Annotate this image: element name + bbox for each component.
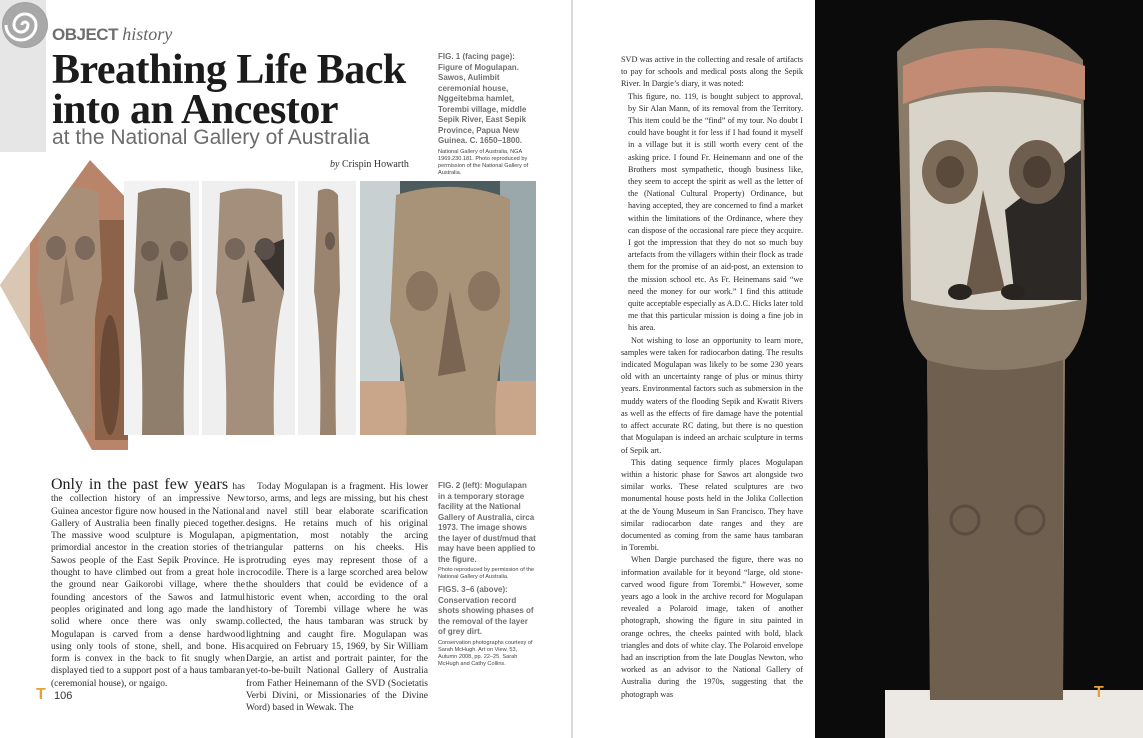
col3-paragraph-3: When Dargie purchased the figure, there was no information available for it beyond “large, old stone-carved wood figure from Torembi.” However, some years ago a look in the archive record for Mogulapan revealed a Polaroid image, taken of another photograph, showing the figure in situ painted in orange ochres, the cheeks painted with bold, black triangles and dots of white clay. The Polaroid envelope had an inscription from the late Douglas Newton, who worked as an advisor to the National Gallery of Australia during the 1970s, suggesting that the photograph was <box>621 555 803 699</box>
title-line-2: into an Ancestor <box>52 87 338 133</box>
col3-paragraph-2: This dating sequence firmly places Mogulapan within a historic phase for Sawos art alongside two similar works. These related sculptures are two monumental house posts held in the Jolika Collection at the de Young Museum in San Francisco. They have similar radiocarbon date ranges and they are documented as coming from the same haus tambaran in Torembi. <box>621 457 803 553</box>
article-title <box>52 47 432 133</box>
col2-text: Today Mogulapan is a fragment. His lower torso, arms, and legs are missing, but his chest and navel still bear elaborate scarification designs. He retains much of his original pigmentation, most notably the arcing triangular patterns on his cheeks. His protruding eyes may represent those of a crocodile. There is a large scorched area below the shoulders that could be evidence of a historic event when, according to the oral history of Torembi village where he was collected, the haus tambaran was struck by lightning and caught fire. Mogulapan was acquired on February 15, 1969, by Sir William Dargie, an artist and portrait painter, for the yet-to-be-built National Gallery of Australia from Father Heinemann of the SVD (Societatis Verbi Divini, or Missionaries of the Divine Word) based in Wewak. The <box>246 482 428 714</box>
article-subtitle: at the National Gallery of Australia <box>52 126 370 149</box>
col1-text: has the collection history of an impressive New Guinea ancestor figure now housed in the National Gallery of Australia been finally pieced together. The massive wood sculpture is Mogulapan, a primordial ancestor in the creation stories of the Sawos people of the East Sepik Province. He is thought to have climbed out from a great hole in the ground near Gaikorobi village, where the founding ancestors of the Sawos and Iatmul peoples originated and long ago made the land solid where once there was only swamp. Mogulapan is carved from a dense hardwood using only tools of stone, shell, and bone. His form is convex in the back to fit snugly when displayed tied to a support post of a haus tambaran (ceremonial house), or ngaigo. <box>51 482 245 689</box>
fig1-caption-credit: National Gallery of Australia, NGA 1969.230.181. Photo reproduced by permission of the National Gallery of Australia. <box>438 148 529 176</box>
col3-paragraph-1: Not wishing to lose an opportunity to learn more, samples were taken for radiocarbon dating. The results indicated Mogulapan was likely to be some 230 years old with an uncertainty range of plus or minus thirty years. Environmental factors such as submersion in the muddy waters of the flooding Sepik and Kwatit Rivers as well as the effects of fire damage have the potential to affect accurate RC dating, but there is no question that Mogulapan is indeed an archaic sculpture in terms of Sepik art. <box>621 335 803 455</box>
page-number: 106 <box>54 690 73 702</box>
fig3-conservation-photo <box>124 181 199 435</box>
section-kicker <box>52 24 172 45</box>
fig1-caption-title: FIG. 1 (facing page): Figure of Mogulapan. Sawos, Aulimbit ceremonial house, Nggeitebma hamlet, Torembi village, middle Sepik River, East Sepik Province, Papua New Guinea. C. 1650–1800. <box>438 52 527 145</box>
body-column-1 <box>51 476 245 690</box>
byline <box>330 159 409 170</box>
body-column-2 <box>246 481 428 715</box>
title-line-1: Breathing Life Back <box>52 47 406 93</box>
dargie-diary-quote: This figure, no. 119, is bought subject to approval, by Sir Alan Mann, of its removal from the Territory. This item could be the “find” of my tour. No doubt I could have bought it for less if I had found it myself in a village but it is still worth every cent of the asking price. I found Fr. Heinemann and one of the Brothers most sympathetic, though business like, they seem to accept the spirit as well as the letter of the (National Cultural Property) Ordinance, but having accepted, they are concerned to find a market within the limitations of the Ordinance, where they can dispose of the occasional rare piece they acquire. I got the impression that they do not so much buy artefacts from the villagers within their flock as trade them for the promise of an aid-post, an extension to the mission school etc. As Fr. Heinemans said “we need the money for our work.” I find this attitude quite acceptable especially as A.D.C. Hicks later told me that this particular mission is doing a fine job in his area. <box>628 91 803 333</box>
kicker-object: OBJECT <box>52 25 118 44</box>
fig1-mogulapan-photo <box>815 0 1143 738</box>
t-logo-icon-right: T <box>1094 684 1104 701</box>
fig2-caption <box>438 481 536 668</box>
fig4-conservation-photo <box>202 181 295 435</box>
fig2-caption-credit: Photo reproduced by permission of the National Gallery of Australia. <box>438 567 535 580</box>
page-gutter <box>571 0 573 738</box>
fig6-closeup-photo <box>360 181 536 435</box>
byline-prefix: by <box>330 159 340 170</box>
body-column-3 <box>621 54 803 701</box>
t-logo-icon: T <box>36 686 46 703</box>
fig1-caption <box>438 52 538 177</box>
figs36-caption-credit: Conservation photographs courtesy of Sarah McHugh. Art on View, 53, Autumn 2008, pp. 22–25. Sarah McHugh and Cathy Collins. <box>438 639 533 667</box>
spiral-logo-icon <box>2 2 48 48</box>
col3-intro: SVD was active in the collecting and resale of artifacts to pay for schools and medical posts along the Sepik River. In Dargie’s diary, it was noted: <box>621 55 803 89</box>
fig2-storage-photo <box>0 160 128 450</box>
byline-author: Crispin Howarth <box>341 159 409 170</box>
lead-in: Only in the past few years <box>51 476 229 493</box>
fig2-caption-title: FIG. 2 (left): Mogulapan in a temporary storage facility at the National Gallery of Australia, circa 1973. The image shows the layer of dust/mud that may have been applied to the figure. <box>438 481 536 564</box>
fig5-profile-photo <box>298 181 356 435</box>
figs36-caption-title: FIGS. 3–6 (above): Conservation record shots showing phases of the removal of the layer of grey dirt. <box>438 585 534 636</box>
kicker-history: history <box>122 24 173 44</box>
